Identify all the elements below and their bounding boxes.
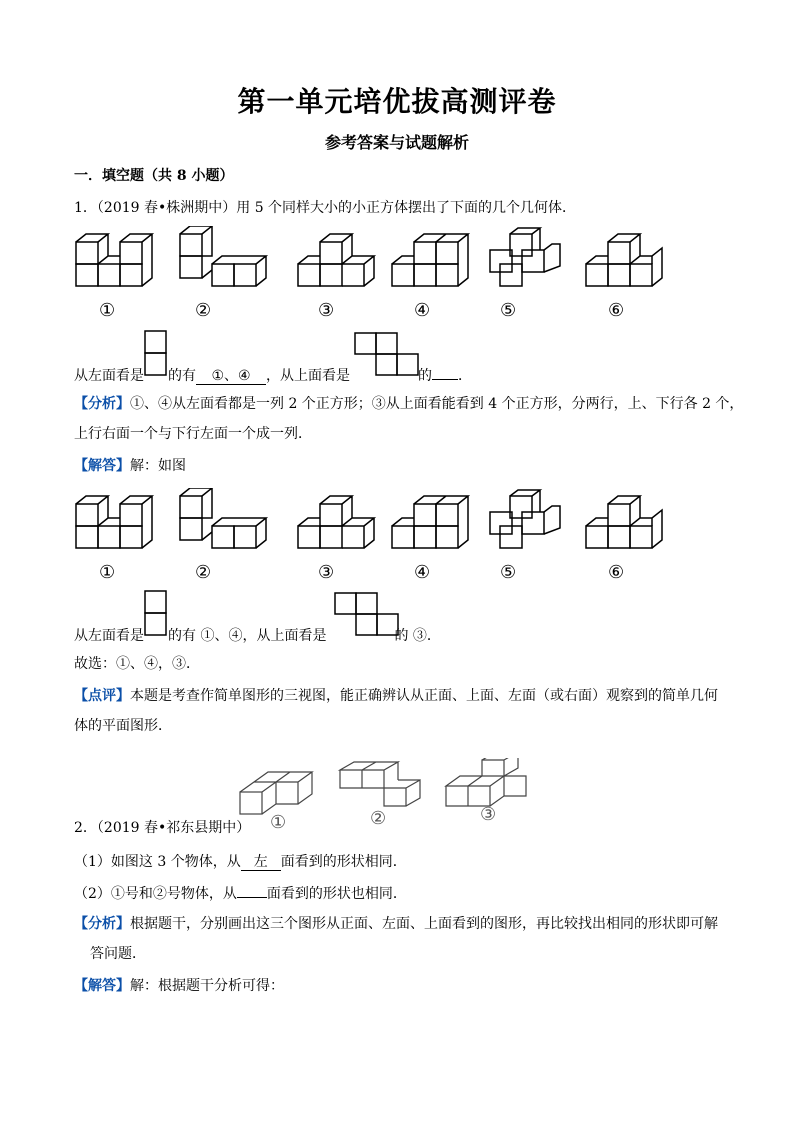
page-subtitle: 参考答案与试题解析 <box>324 133 469 152</box>
q1-choose: 故选：①、④，③． <box>74 656 200 672</box>
q1-label-3: ③ <box>318 300 335 321</box>
q1-analysis-1: 【分析】①、④从左面看都是一列 2 个正方形；③从上面看能看到 4 个正方形，分两行，上、下行各 2 个， <box>74 396 744 412</box>
q1-answer-blank-top <box>432 379 458 380</box>
q1-sol-label-5: ⑤ <box>500 562 517 583</box>
q1-sol-label-6: ⑥ <box>608 562 625 583</box>
q1-sol-label-1: ① <box>99 562 116 583</box>
q1-comment-1: 【点评】本题是考查作简单图形的三视图，能正确辨认从正面、上面、左面（或右面）观察到的简单几何 <box>74 688 718 704</box>
q2-solution: 【解答】解：根据题干分析可得： <box>74 978 284 994</box>
q1-solution-figure <box>70 488 670 558</box>
section-heading: 一．填空题（共 8 小题） <box>74 168 234 184</box>
solid-4 <box>392 234 468 286</box>
q2-part-1: （1）如图这 3 个物体，从 左 面看到的形状相同． <box>74 854 407 870</box>
q1-question-line: 从左面看是 的有 ①、④ ，从上面看是 的 ． <box>74 368 472 384</box>
q2-analysis-1: 【分析】根据题干，分别画出这三个图形从正面、左面、上面看到的图形，再比较找出相同的形状即可解 <box>74 916 718 932</box>
q1-label-4: ④ <box>414 300 431 321</box>
left-view-icon <box>144 330 168 378</box>
q1-label-6: ⑥ <box>608 300 625 321</box>
q1-answer-blank-left: ①、④ <box>196 368 266 385</box>
q2-answer-blank-1: 左 <box>241 854 281 871</box>
solid-3 <box>298 234 374 286</box>
solid-2 <box>180 226 266 286</box>
q2-part-2: （2）①号和②号物体，从 面看到的形状也相同． <box>74 886 407 902</box>
q2-stem: 2．（2019 春•祁东县期中） <box>74 820 251 836</box>
top-view-icon <box>354 332 420 378</box>
q1-stem: 1．（2019 春•株洲期中）用 5 个同样大小的小正方体摆出了下面的几个几何体． <box>74 200 577 216</box>
q1-label-5: ⑤ <box>500 300 517 321</box>
q2-analysis-2: 答问题． <box>90 946 146 962</box>
q1-sol-label-2: ② <box>195 562 212 583</box>
q2-label-1: ① <box>270 812 287 833</box>
q2-label-3: ③ <box>480 804 497 825</box>
q1-sol-label-4: ④ <box>414 562 431 583</box>
solid-6 <box>586 234 662 286</box>
q1-solids-figure <box>70 226 670 296</box>
top-view-answer-icon <box>334 592 400 638</box>
q1-solution: 【解答】解：如图 <box>74 458 186 474</box>
left-view-answer-icon <box>144 590 168 638</box>
solid-5 <box>490 228 560 286</box>
q1-comment-2: 体的平面图形． <box>74 718 172 734</box>
q1-sol-label-3: ③ <box>318 562 335 583</box>
q1-answer-line: 从左面看是 的有 ①、④，从上面看是 的 ③． <box>74 628 441 644</box>
q2-answer-blank-2 <box>237 897 267 898</box>
q2-label-2: ② <box>370 808 387 829</box>
page-title: 第一单元培优拔高测评卷 <box>237 85 557 118</box>
solid-1 <box>76 234 152 286</box>
q1-analysis-2: 上行右面一个与下行左面一个成一列． <box>74 426 312 442</box>
q1-label-2: ② <box>195 300 212 321</box>
q1-label-1: ① <box>99 300 116 321</box>
